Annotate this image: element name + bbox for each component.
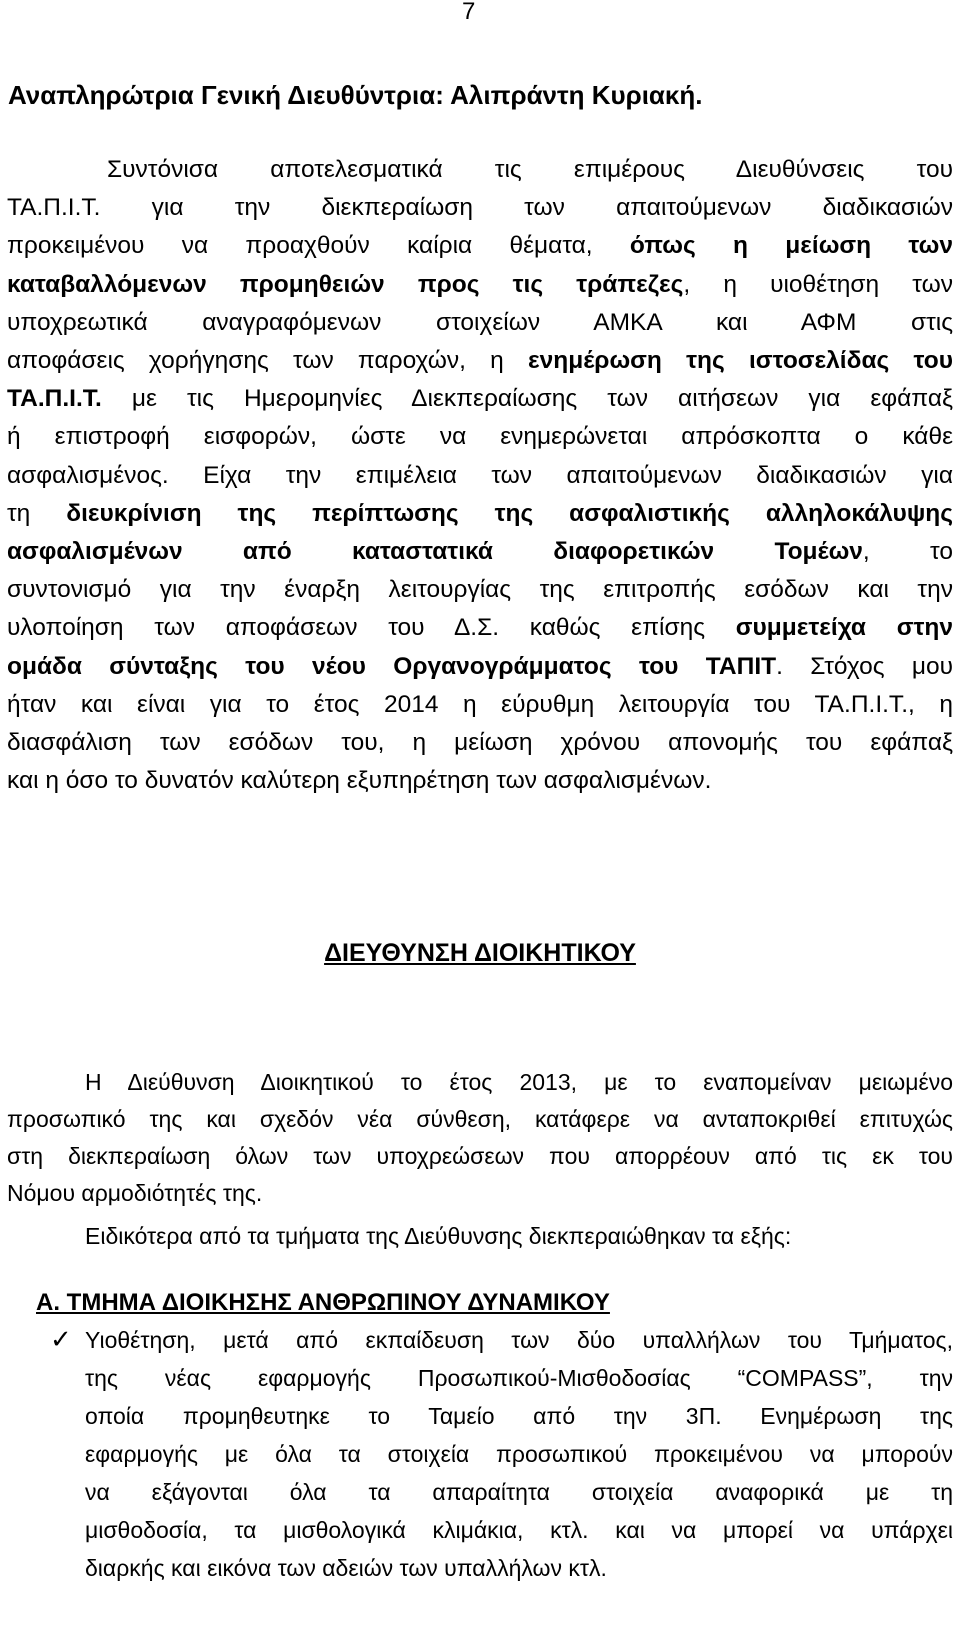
text-line: μισθοδοσία, τα μισθολογικά κλιμάκια, κτλ. και να μπορεί να υπάρχει [85,1517,953,1543]
bold-text: διευκρίνιση της περίπτωσης της ασφαλιστικής αλληλοκάλυψης [66,499,953,527]
bold-text: ασφαλισμένων από καταστατικά διαφορετικών Τομέων [7,538,863,566]
checkmark-icon: ✓ [50,1324,72,1354]
text-line: Ειδικότερα από τα τμήματα της Διεύθυνσης διεκπεραιώθηκαν τα εξής: [85,1223,792,1249]
text-line: Συντόνισα αποτελεσματικά τις επιμέρους Διευθύνσεις του [107,156,953,183]
text-run: , το [862,538,953,566]
text-line [7,227,953,265]
text-line: υποχρεωτικά αναγραφόμενων στοιχείων ΑΜΚΑ και ΑΦΜ στις [7,308,953,336]
text-line: Νόμου αρμοδιότητές της. [7,1180,263,1206]
text-line [7,342,953,380]
bold-text: ενημέρωση της ιστοσελίδας του [528,347,953,375]
text-run: τη [7,499,67,527]
text-line: ασφαλισμένος. Είχα την επιμέλεια των απαιτούμενων διαδικασιών για [7,461,953,489]
paragraph-general-director [7,151,953,800]
page-number: 7 [462,0,476,25]
text-line: της νέας εφαρμογής Προσωπικού-Μισθοδοσίας “COMPASS”, την [85,1365,953,1391]
intro-heading: Αναπληρώτρια Γενική Διευθύντρια: Αλιπράντη Κυριακή. [8,80,703,110]
bold-text: καταβαλλόμενων προμηθειών προς τις τράπεζες [7,270,684,298]
bullet-item [85,1321,953,1587]
text-line: Υιοθέτηση, μετά από εκπαίδευση των δύο υπαλλήλων του Τμήματος, [85,1327,953,1353]
text-line: ή επιστροφή εισφορών, ώστε να ενημερώνεται απρόσκοπτα ο κάθε [7,423,953,451]
subsection-title-text: Α. ΤΜΗΜΑ ΔΙΟΙΚΗΣΗΣ ΑΝΘΡΩΠΙΝΟΥ ΔΥΝΑΜΙΚΟΥ [36,1289,610,1316]
text-line [7,266,953,304]
text-line [7,609,953,647]
text-line: διασφάλιση των εσόδων του, η μείωση χρόνου απονομής του εφάπαξ [7,729,953,757]
text-line: προσωπικό της και σχεδόν νέα σύνθεση, κατάφερε να ανταποκριθεί επιτυχώς [7,1106,953,1132]
text-line: στη διεκπεραίωση όλων των υποχρεώσεων που απορρέουν από τις εκ του [7,1143,953,1169]
text-run: αποφάσεις χορήγησης των παροχών, η [7,347,529,375]
text-line [7,380,953,418]
text-line: διαρκής και εικόνα των αδειών των υπαλλήλων κτλ. [85,1555,607,1581]
bold-text: συμμετείχα στην [735,614,953,642]
bold-text: όπως η μείωση των [629,232,953,260]
bold-text: ΤΑ.Π.Ι.Τ. [7,385,102,413]
text-line: Η Διεύθυνση Διοικητικού το έτος 2013, με το εναπομείναν μειωμένο [85,1069,953,1095]
text-line: εφαρμογής με όλα τα στοιχεία προσωπικού προκειμένου να μπορούν [85,1441,953,1467]
text-line: ήταν και είναι για το έτος 2014 η εύρυθμη λειτουργία του ΤΑ.Π.Ι.Τ., η [7,690,953,718]
section-title: ΔΙΕΥΘΥΝΣΗ ΔΙΟΙΚΗΤΙΚΟΥ [324,939,636,967]
text-line: οποία προμηθευτηκε το Ταμείο από την 3Π. Ενημέρωση της [85,1403,953,1429]
paragraph-admin-directorate [7,1064,953,1212]
text-line: να εξάγονται όλα τα απαραίτητα στοιχεία αναφορικά με τη [85,1479,953,1505]
text-line: ΤΑ.Π.Ι.Τ. για την διεκπεραίωση των απαιτούμενων διαδικασιών [7,194,953,222]
text-line [7,533,953,571]
text-line [7,648,953,686]
subsection-title [36,1286,610,1320]
text-run: προκειμένου να προαχθούν καίρια θέματα, [7,232,630,260]
text-line: και η όσο το δυνατόν καλύτερη εξυπηρέτηση των ασφαλισμένων. [7,767,712,795]
text-line [7,495,953,533]
text-line: συντονισμό για την έναρξη λειτουργίας της επιτροπής εσόδων και την [7,576,953,604]
text-run: με τις Ημερομηνίες Διεκπεραίωσης των αιτήσεων για εφάπαξ [101,385,953,413]
text-run: υλοποίηση των αποφάσεων του Δ.Σ. καθώς επίσης [7,614,736,642]
bold-text: ομάδα σύνταξης του νέου Οργανογράμματος του ΤΑΠΙΤ [7,652,777,680]
text-run: , η υιοθέτηση των [683,270,953,298]
paragraph-specifics [85,1218,955,1255]
text-run: . Στόχος μου [776,652,953,680]
